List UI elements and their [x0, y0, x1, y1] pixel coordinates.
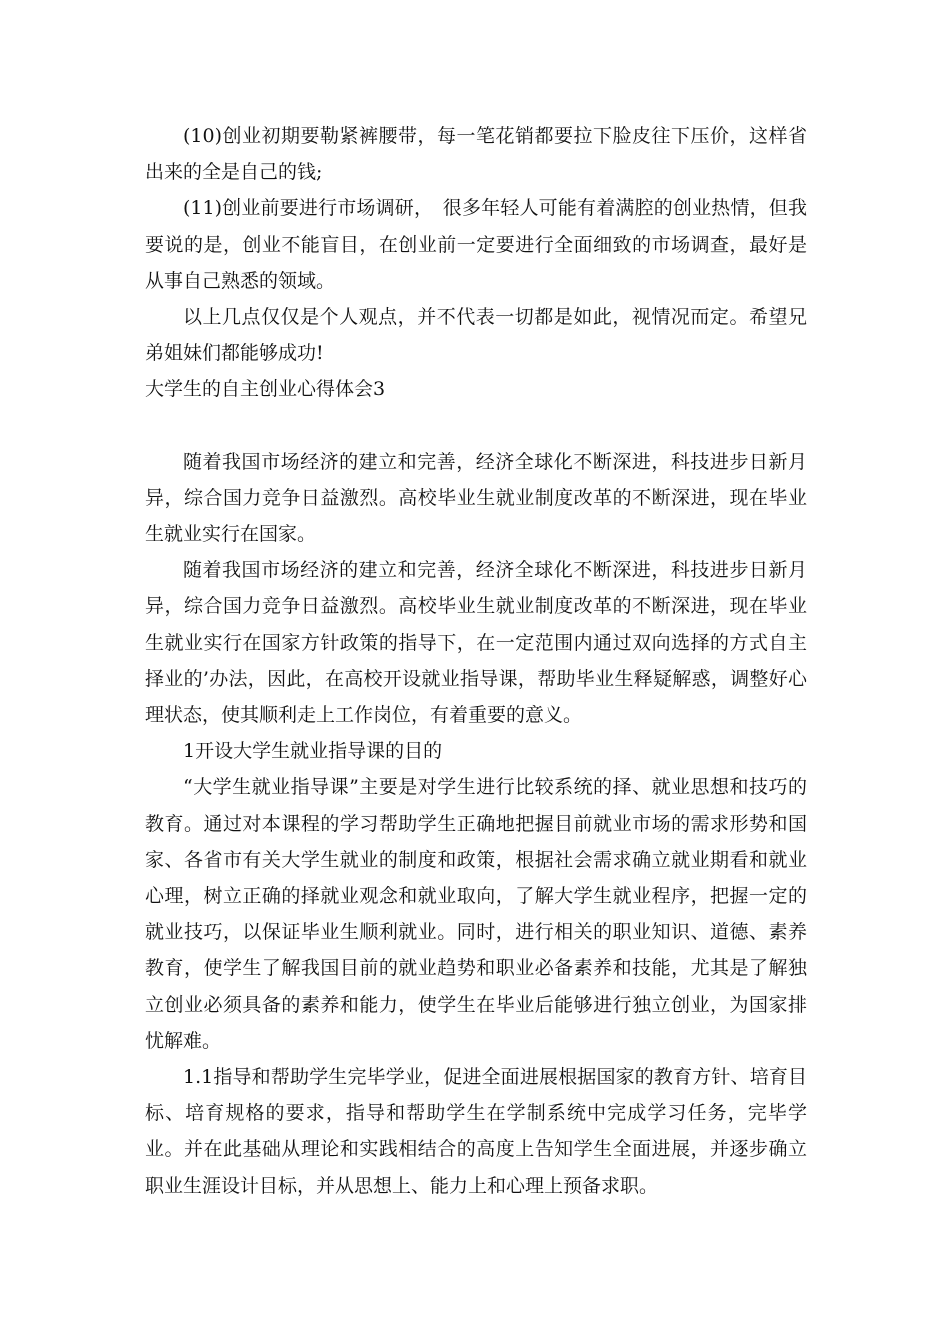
section-heading: 大学生的自主创业心得体会3 — [145, 378, 386, 401]
section-1-body: “大学生就业指导课”主要是对学生进行比较系统的择、就业思想和技巧的教育。通过对本课程的学习帮助学生正确地把握目前就业市场的需求形势和国家、各省市有关大学生就业的制度和政策，根据社会需求确立就业期看和就业心理，树立正确的择就业观念和就业取向，了解大学生就业程序，把握一定的就业技巧，以保证毕业生顺利就业。同时，进行相关的职业知识、道德、素养教育，使学生了解我国目前的就业趋势和职业必备素养和技能，尤其是了解独立创业必须具备的素养和能力，使学生在毕业后能够进行独立创业，为国家排忧解难。 — [145, 776, 807, 1052]
document-body — [145, 118, 807, 1204]
section-1-title: 1开设大学生就业指导课的目的 — [183, 740, 443, 763]
paragraph-item-11: (11)创业前要进行市场调研， 很多年轻人可能有着满腔的创业热情，但我要说的是，创业不能盲目，在创业前一定要进行全面细致的市场调查，最好是从事自己熟悉的领域。 — [145, 197, 807, 292]
intro-paragraph-1: 随着我国市场经济的建立和完善，经济全球化不断深进，科技进步日新月异，综合国力竞争日益激烈。高校毕业生就业制度改革的不断深进，现在毕业生就业实行在国家。 — [145, 450, 807, 546]
section-1-1-body: 1.1指导和帮助学生完毕学业，促进全面进展根据国家的教育方针、培育目标、培育规格的要求，指导和帮助学生在学制系统中完成学习任务，完毕学业。并在此基础从理论和实践相结合的高度上告知学生全面进展，并逐步确立职业生涯设计目标，并从思想上、能力上和心理上预备求职。 — [145, 1066, 807, 1197]
blank-line — [145, 408, 807, 444]
conclusion-paragraph: 以上几点仅仅是个人观点，并不代表一切都是如此，视情况而定。希望兄弟姐妹们都能够成功! — [145, 306, 807, 365]
paragraph-item-10: (10)创业初期要勒紧裤腰带，每一笔花销都要拉下脸皮往下压价，这样省出来的全是自己的钱; — [145, 125, 807, 184]
intro-paragraph-2: 随着我国市场经济的建立和完善，经济全球化不断深进，科技进步日新月异，综合国力竞争日益激烈。高校毕业生就业制度改革的不断深进，现在毕业生就业实行在国家方针政策的指导下，在一定范围内通过双向选择的方式自主择业的’办法，因此，在高校开设就业指导课，帮助毕业生释疑解惑，调整好心理状态，使其顺利走上工作岗位，有着重要的意义。 — [145, 559, 807, 727]
